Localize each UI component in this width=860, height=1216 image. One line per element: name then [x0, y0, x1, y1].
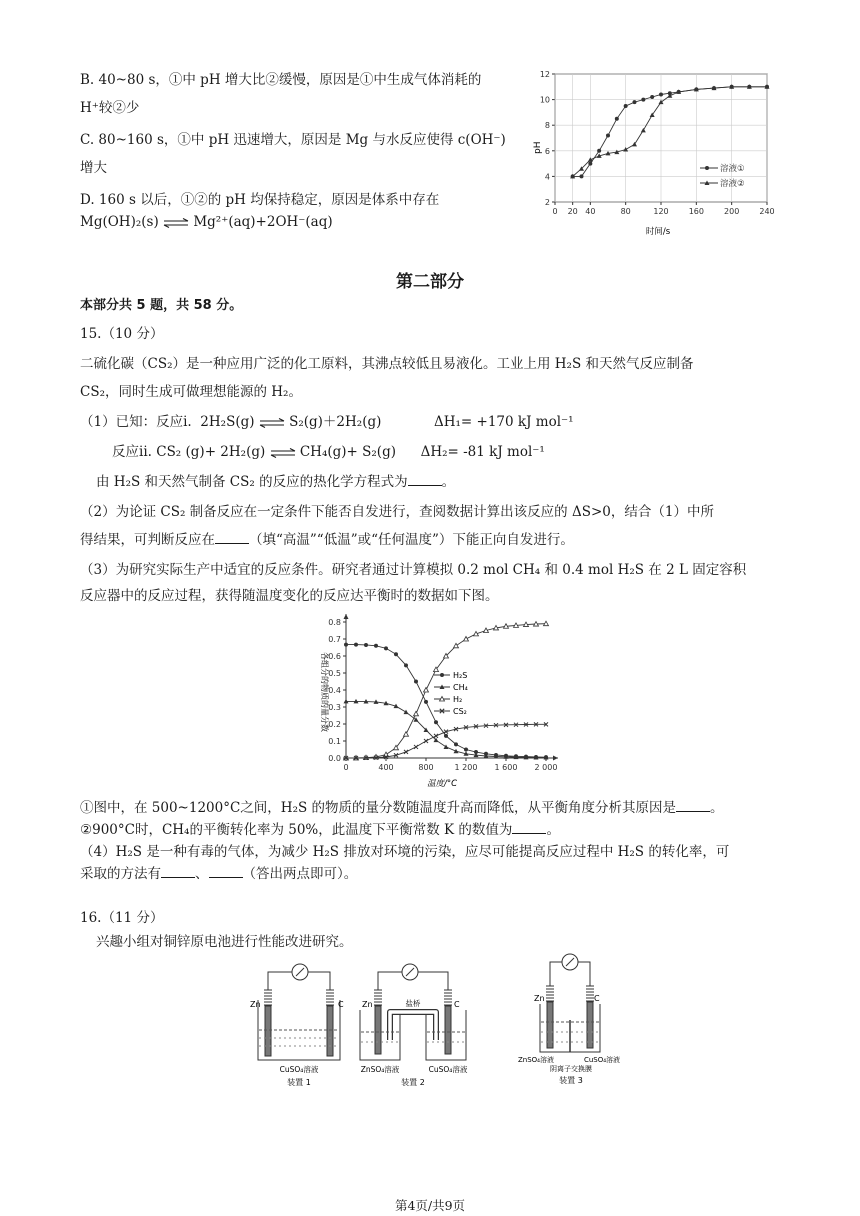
equilibrium-arrow-icon	[163, 218, 189, 228]
q15-p1-end: 。	[441, 474, 456, 490]
app3-zn: Zn	[534, 994, 545, 1003]
series-line	[346, 701, 546, 757]
data-point	[588, 162, 592, 166]
data-point	[374, 644, 378, 648]
q15-p2-text-a: 得结果，可判断反应在	[80, 532, 215, 548]
data-point	[424, 700, 428, 704]
answer-blank[interactable]	[676, 799, 710, 812]
data-point	[624, 104, 628, 108]
ph-chart-legend	[700, 163, 745, 189]
ph-chart-ylabel: pH	[533, 141, 543, 154]
app2-c: C	[454, 1000, 460, 1009]
page-footer: 第4页/共9页	[394, 1198, 466, 1213]
option-c-line1: C. 80~160 s，①中 pH 迅速增大，原因是 Mg 与水反应使得 c(OH⁻)	[80, 132, 506, 148]
q15-p4-text-a: 采取的方法有	[80, 866, 161, 882]
app2-solution-left: ZnSO₄溶液	[360, 1065, 400, 1074]
y-tick-label: 0.6	[328, 652, 341, 661]
y-tick-label: 4	[544, 172, 550, 182]
option-d-line2	[80, 214, 333, 230]
data-point	[434, 734, 438, 738]
option-d-right: Mg²⁺(aq)+2OH⁻(aq)	[193, 214, 333, 230]
q15-p2-text-b: （填“高温”“低温”或“任何温度”）下能正向自发进行。	[249, 532, 574, 548]
q15-r2-dh: ΔH₂= -81 kJ mol⁻¹	[420, 444, 545, 460]
y-tick-label: 0.5	[328, 669, 341, 678]
eq-legend-h2s: H₂S	[453, 671, 468, 680]
equilibrium-chart-ylabel: 各组分的物质的量分数	[320, 652, 329, 732]
eq-legend-h2: H₂	[453, 695, 463, 704]
q15-sub2	[80, 818, 560, 838]
data-point	[364, 643, 368, 647]
y-tick-label: 10	[539, 95, 550, 105]
y-tick-label: 2	[544, 198, 550, 207]
data-point	[404, 710, 409, 715]
series-line	[346, 724, 546, 758]
q15-p3-line2: 反应器中的反应过程，获得随温度变化的反应达平衡时的数据如下图。	[80, 588, 499, 604]
data-point	[623, 147, 628, 152]
series-line	[573, 87, 767, 177]
ph-chart-xlabel: 时间/s	[645, 227, 671, 237]
app1-solution: CuSO₄溶液	[279, 1065, 319, 1074]
y-tick-label: 0.4	[328, 686, 341, 695]
data-point	[424, 688, 429, 693]
eq-legend-ch4: CH₄	[453, 683, 468, 692]
y-tick-label: 0.1	[328, 737, 341, 746]
y-tick-label: 0.0	[328, 754, 341, 763]
answer-blank[interactable]	[161, 865, 195, 878]
app3-c: C	[594, 994, 600, 1003]
y-tick-label: 12	[539, 70, 550, 79]
y-tick-label: 6	[544, 146, 550, 156]
data-point	[659, 100, 664, 105]
y-tick-label: 0.7	[328, 635, 341, 644]
app3-name: 装置 3	[559, 1076, 583, 1085]
y-tick-label: 8	[544, 121, 550, 131]
part2-intro: 本部分共 5 题，共 58 分。	[80, 298, 243, 313]
app1-c: C	[338, 1000, 344, 1009]
data-point	[344, 643, 348, 647]
q15-sub1-text: ①图中，在 500~1200°C之间，H₂S 的物质的量分数随温度升高而降低，从平衡角度分析其原因是	[80, 800, 677, 816]
data-point	[633, 100, 637, 104]
q15-stem-line1: 二硫化碳（CS₂）是一种应用广泛的化工原料，其沸点较低且易液化。工业上用 H₂S 和天然气反应制备	[80, 356, 694, 372]
q15-sub2-end: 。	[546, 822, 560, 838]
q15-p1-question	[96, 470, 455, 490]
ph-chart-axes	[540, 70, 775, 216]
series-line	[573, 87, 767, 177]
data-point	[444, 734, 448, 738]
x-tick-label: 0	[552, 207, 558, 216]
x-tick-label: 1 600	[494, 763, 518, 772]
apparatus-3	[518, 954, 620, 1085]
data-point	[414, 680, 418, 684]
q15-r2-label: 反应ii.	[112, 444, 152, 460]
data-point	[454, 643, 459, 648]
q15-number: 15.（10 分）	[80, 326, 164, 342]
y-tick-label: 0.8	[328, 618, 341, 627]
q15-stem-line2: CS₂，同时生成可做理想能源的 H₂。	[80, 384, 302, 400]
part2-title: 第二部分	[396, 272, 464, 292]
q15-p2-line2	[80, 528, 574, 548]
answer-blank[interactable]	[215, 531, 249, 544]
x-tick-label: 200	[724, 207, 740, 216]
x-tick-label: 1 200	[454, 763, 478, 772]
q15-r1-dh: ΔH₁= +170 kJ mol⁻¹	[433, 414, 574, 430]
data-point	[424, 739, 428, 743]
ph-legend-2: 溶液②	[720, 179, 745, 189]
q15-r1-left: 2H₂S(g)	[200, 414, 255, 430]
q16-stem: 兴趣小组对铜锌原电池进行性能改进研究。	[96, 934, 353, 950]
x-tick-label: 40	[585, 207, 596, 216]
ph-legend-1: 溶液①	[720, 164, 745, 174]
option-d-line1: D. 160 s 以后，①②的 pH 均保持稳定，原因是体系中存在	[80, 192, 440, 208]
q15-p4-text-b: （答出两点即可）。	[242, 866, 358, 882]
ph-chart	[530, 62, 780, 238]
x-tick-label: 160	[688, 207, 704, 216]
equilibrium-chart	[310, 612, 560, 788]
q15-p2-line1: （2）为论证 CS₂ 制备反应在一定条件下能否自发进行，查阅数据计算出该反应的 ΔS>0，结合（1）中所	[80, 504, 714, 520]
equilibrium-chart-legend	[434, 671, 468, 716]
q15-r1-right: S₂(g)＋2H₂(g)	[289, 414, 382, 430]
app2-zn: Zn	[362, 1000, 373, 1009]
equilibrium-arrow-icon	[270, 448, 296, 458]
equilibrium-chart-plot	[344, 621, 549, 760]
data-point	[444, 744, 449, 749]
q15-reaction-1	[80, 410, 574, 430]
app1-zn: Zn	[250, 1000, 261, 1009]
option-c-line2: 增大	[80, 160, 107, 176]
app3-solution-left: ZnSO₄溶液	[518, 1056, 554, 1064]
data-point	[641, 128, 646, 133]
answer-blank[interactable]	[408, 473, 442, 486]
x-tick-label: 400	[378, 763, 394, 772]
data-point	[615, 117, 619, 121]
app2-bridge: 盐桥	[405, 999, 421, 1008]
data-point	[454, 742, 458, 746]
app2-solution-right: CuSO₄溶液	[428, 1065, 468, 1074]
q15-p3-line1: （3）为研究实际生产中适宜的反应条件。研究者通过计算模拟 0.2 mol CH₄ 和 0.4 mol H₂S 在 2 L 固定容积	[80, 562, 747, 578]
data-point	[588, 157, 593, 162]
option-b-line1: B. 40~80 s，①中 pH 增大比②缓慢，原因是①中生成气体消耗的	[80, 72, 482, 88]
q15-reaction-2	[112, 440, 545, 460]
option-d-left: Mg(OH)₂(s)	[80, 214, 159, 230]
data-point	[404, 750, 408, 754]
q15-sub2-text: ②900°C时，CH₄的平衡转化率为 50%，此温度下平衡常数 K 的数值为	[80, 822, 513, 838]
q15-r2-right: CH₄(g)+ S₂(g)	[299, 444, 396, 460]
apparatus-1	[250, 964, 344, 1087]
equilibrium-chart-axes	[328, 614, 558, 772]
data-point	[464, 748, 468, 752]
q15-p4-sep: 、	[195, 866, 209, 882]
x-tick-label: 80	[620, 207, 631, 216]
eq-legend-cs2: CS₂	[453, 707, 467, 716]
galvanometer-icon	[292, 964, 308, 980]
data-point	[464, 637, 469, 642]
data-point	[659, 92, 663, 96]
x-tick-label: 0	[343, 763, 349, 772]
y-tick-label: 0.3	[328, 703, 341, 712]
data-point	[414, 745, 418, 749]
data-point	[650, 95, 654, 99]
equilibrium-arrow-icon	[259, 418, 285, 428]
answer-blank[interactable]	[209, 865, 243, 878]
q16-number: 16.（11 分）	[80, 910, 164, 926]
galvanometer-icon	[402, 964, 418, 980]
data-point	[384, 646, 388, 650]
x-tick-label: 20	[567, 207, 578, 216]
q15-p1-text: 由 H₂S 和天然气制备 CS₂ 的反应的热化学方程式为	[96, 474, 408, 490]
app3-solution-right: CuSO₄溶液	[583, 1056, 621, 1064]
apparatus-diagrams	[240, 950, 640, 1090]
q15-r2-left: CS₂ (g)+ 2H₂(g)	[156, 444, 266, 460]
data-point	[404, 663, 408, 667]
data-point	[597, 149, 601, 153]
q15-p4-line1: （4）H₂S 是一种有毒的气体，为减少 H₂S 排放对环境的污染，应尽可能提高反应过程中 H₂S 的转化率，可	[80, 844, 730, 860]
x-tick-label: 120	[653, 207, 669, 216]
option-b-line2: H⁺较②少	[80, 100, 140, 116]
galvanometer-icon	[562, 954, 578, 970]
x-tick-label: 2 000	[534, 763, 558, 772]
app3-membrane: 阴离子交换膜	[550, 1065, 592, 1073]
data-point	[354, 643, 358, 647]
x-tick-label: 800	[418, 763, 434, 772]
q15-p4-line2	[80, 862, 357, 882]
app1-name: 装置 1	[287, 1078, 311, 1087]
data-point	[434, 720, 438, 724]
data-point	[606, 133, 610, 137]
apparatus-2	[360, 964, 468, 1087]
data-point	[580, 174, 584, 178]
q15-sub1	[80, 796, 724, 816]
x-tick-label: 240	[759, 207, 775, 216]
app2-name: 装置 2	[401, 1078, 425, 1087]
data-point	[404, 732, 409, 737]
data-point	[414, 711, 419, 716]
q15-p1-label: （1）已知：反应i.	[80, 414, 192, 430]
equilibrium-chart-xlabel: 温度/°C	[426, 779, 458, 788]
data-point	[632, 142, 637, 147]
answer-blank[interactable]	[512, 821, 546, 834]
data-point	[394, 652, 398, 656]
data-point	[641, 98, 645, 102]
q15-sub1-end: 。	[710, 800, 724, 816]
data-point	[454, 749, 459, 754]
y-tick-label: 0.2	[328, 720, 341, 729]
